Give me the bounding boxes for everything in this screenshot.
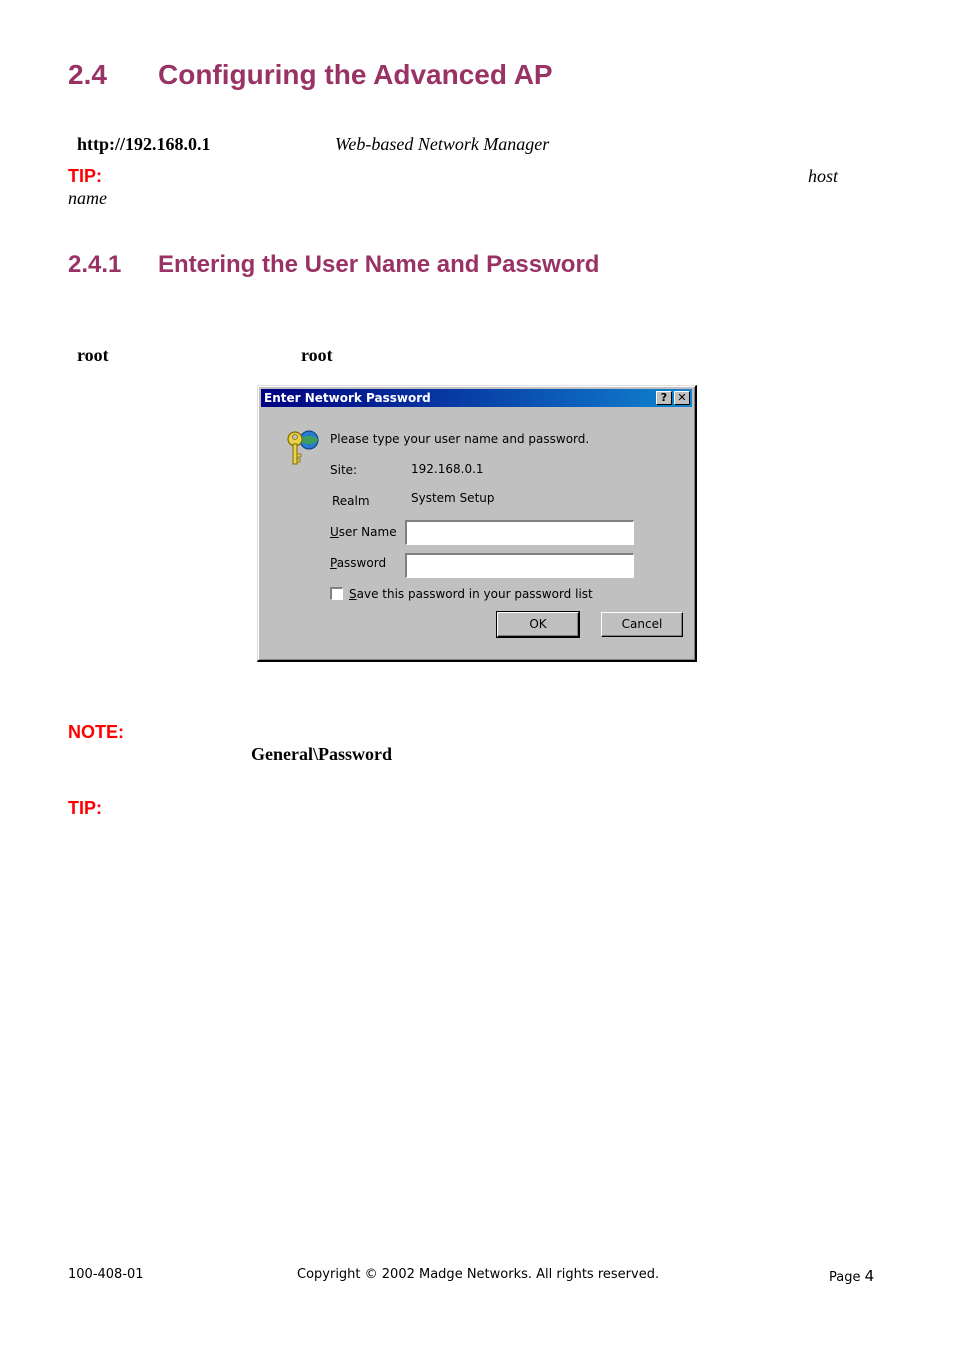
- dialog-title: Enter Network Password: [264, 391, 431, 405]
- username-label: [330, 525, 397, 539]
- save-password-accel: S: [349, 587, 357, 601]
- tip-host-word: host: [808, 166, 839, 186]
- username-label-accel: U: [330, 525, 339, 539]
- cancel-button[interactable]: Cancel: [601, 612, 683, 637]
- note-label: NOTE:: [68, 722, 124, 742]
- close-button[interactable]: ✕: [674, 391, 690, 405]
- network-password-dialog: [257, 385, 697, 662]
- dialog-prompt: Please type your user name and password.: [330, 432, 590, 446]
- dialog-titlebar: [261, 389, 692, 407]
- key-icon: [284, 428, 324, 468]
- password-input[interactable]: [405, 553, 634, 578]
- subsection-title: Entering the User Name and Password: [158, 251, 600, 278]
- tip-label: TIP:: [68, 166, 102, 186]
- ok-button[interactable]: OK: [497, 612, 579, 637]
- save-password-checkbox[interactable]: [330, 587, 343, 600]
- footer-page-number: 4: [864, 1267, 875, 1285]
- footer-copyright: Copyright © 2002 Madge Networks. All rights reserved.: [297, 1267, 660, 1282]
- tip2-label: TIP:: [68, 798, 102, 818]
- section-title: Configuring the Advanced AP: [158, 59, 553, 90]
- password-label: [330, 556, 386, 570]
- tip-name-word: name: [68, 188, 107, 208]
- default-username: root: [77, 345, 109, 365]
- username-input[interactable]: [405, 520, 634, 545]
- password-label-accel: P: [330, 556, 337, 570]
- site-label: Site:: [330, 463, 358, 477]
- footer-page-label: Page: [829, 1270, 861, 1285]
- subsection-number: 2.4.1: [68, 251, 122, 278]
- save-password-label: [349, 587, 593, 601]
- realm-label: Realm: [332, 494, 370, 508]
- footer-page: [829, 1267, 874, 1285]
- note-path: General\Password: [251, 744, 392, 764]
- site-value: 192.168.0.1: [411, 462, 484, 476]
- help-button[interactable]: ?: [656, 391, 672, 405]
- username-label-rest: ser Name: [338, 525, 397, 539]
- ap-url: http://192.168.0.1: [77, 134, 211, 154]
- save-password-rest: ave this password in your password list: [356, 587, 593, 601]
- realm-value: System Setup: [411, 491, 495, 505]
- footer-doc-number: 100-408-01: [68, 1267, 144, 1282]
- password-label-rest: assword: [336, 556, 387, 570]
- default-password: root: [301, 345, 333, 365]
- section-number: 2.4: [68, 59, 107, 90]
- manager-name: Web-based Network Manager: [335, 134, 550, 154]
